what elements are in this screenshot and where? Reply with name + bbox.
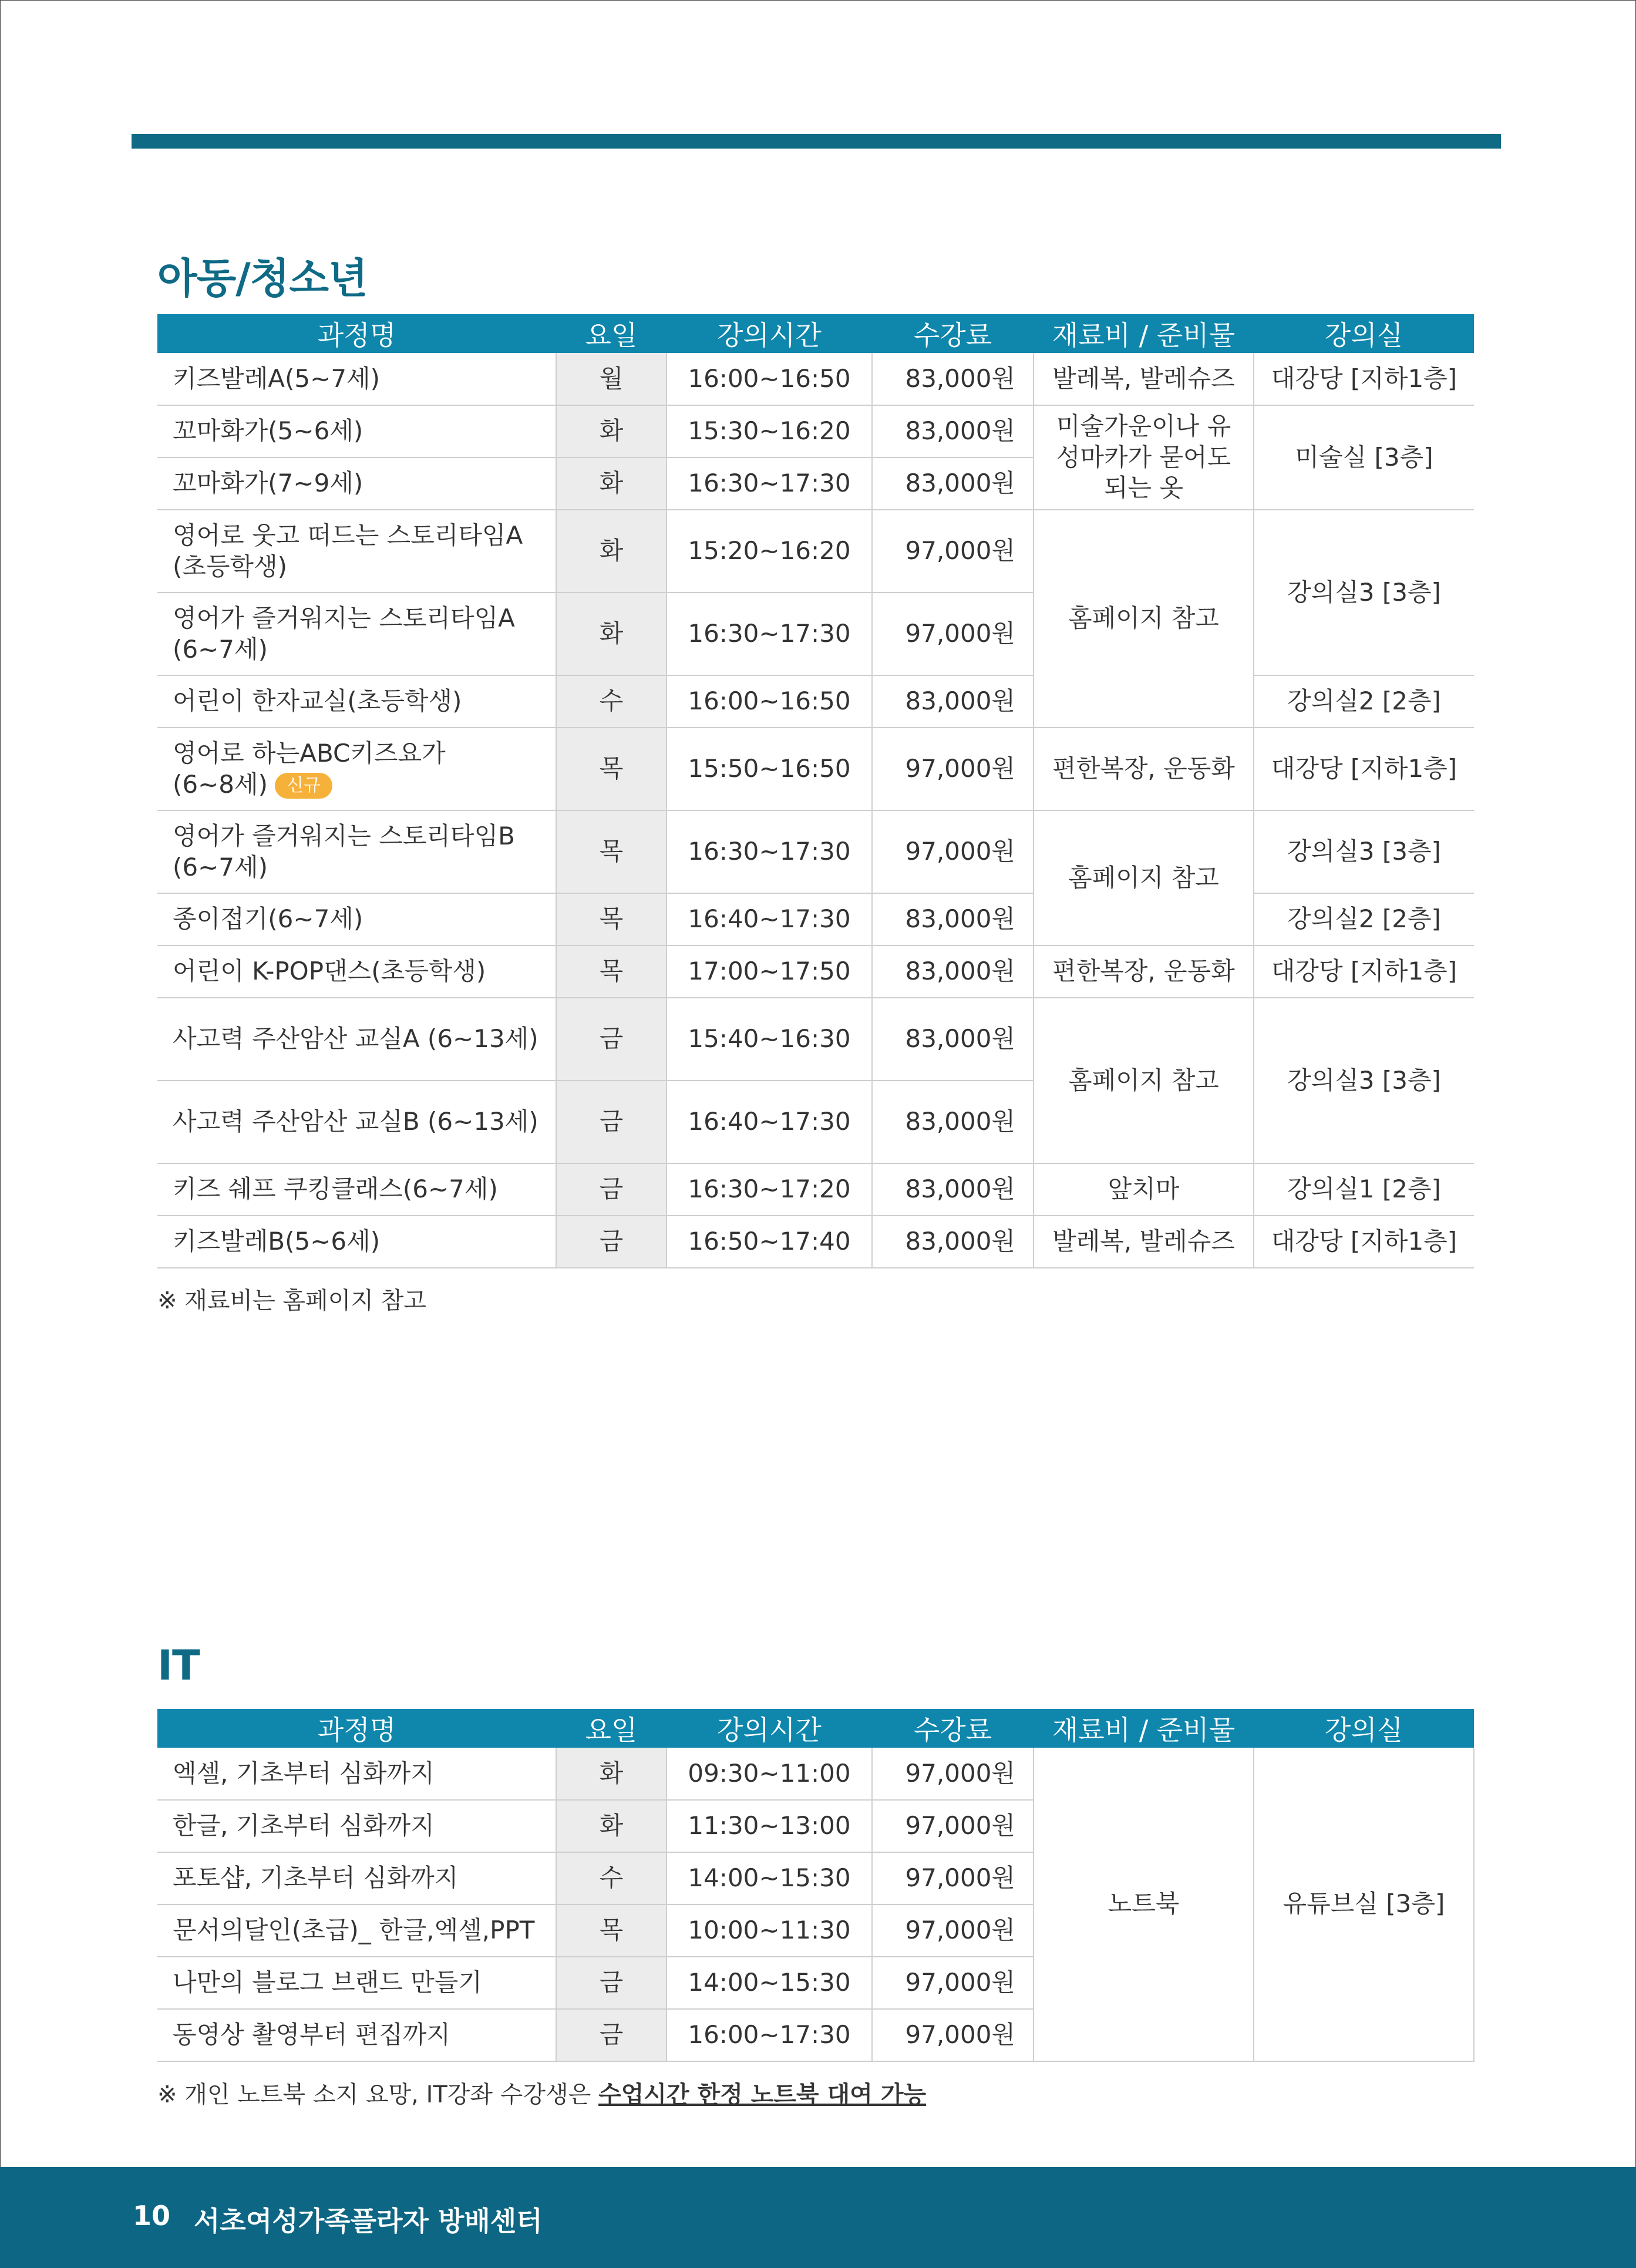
course-time: 16:30~17:30 [666, 810, 872, 893]
table-row [157, 998, 1474, 1081]
course-name: 엑셀, 기초부터 심화까지 [157, 1748, 556, 1800]
col-header-fee: 수강료 [872, 1709, 1034, 1748]
course-room: 강의실2 [2층] [1254, 675, 1474, 728]
course-name: 키즈 쉐프 쿠킹클래스(6~7세) [157, 1163, 556, 1216]
course-name: 한글, 기초부터 심화까지 [157, 1800, 556, 1852]
course-day: 월 [556, 353, 666, 405]
course-materials: 홈페이지 참고 [1034, 510, 1254, 728]
course-day: 목 [556, 945, 666, 998]
course-fee: 97,000원 [872, 510, 1034, 593]
course-name-line1: 영어로 하는ABC키즈요가 [173, 739, 446, 768]
course-room: 미술실 [3층] [1254, 405, 1474, 510]
course-materials: 홈페이지 참고 [1034, 998, 1254, 1163]
course-name: 어린이 K-POP댄스(초등학생) [157, 945, 556, 998]
course-fee: 97,000원 [872, 593, 1034, 675]
course-time: 10:00~11:30 [666, 1904, 872, 1957]
col-header-materials: 재료비 / 준비물 [1034, 314, 1254, 353]
course-fee: 97,000원 [872, 1748, 1034, 1800]
course-fee: 83,000원 [872, 405, 1034, 457]
course-day: 목 [556, 810, 666, 893]
table-row [157, 353, 1474, 405]
course-time: 16:30~17:30 [666, 457, 872, 510]
col-header-fee: 수강료 [872, 314, 1034, 353]
course-fee: 83,000원 [872, 675, 1034, 728]
col-header-time: 강의시간 [666, 1709, 872, 1748]
course-name: 어린이 한자교실(초등학생) [157, 675, 556, 728]
course-materials: 노트북 [1034, 1748, 1254, 2061]
course-materials: 발레복, 발레슈즈 [1034, 353, 1254, 405]
course-name: 꼬마화가(5~6세) [157, 405, 556, 457]
course-time: 09:30~11:00 [666, 1748, 872, 1800]
course-day: 수 [556, 675, 666, 728]
course-fee: 83,000원 [872, 353, 1034, 405]
course-fee: 83,000원 [872, 1081, 1034, 1163]
course-fee: 97,000원 [872, 1904, 1034, 1957]
course-room: 강의실3 [3층] [1254, 810, 1474, 893]
course-day: 금 [556, 1957, 666, 2009]
col-header-day: 요일 [556, 314, 666, 353]
course-fee: 97,000원 [872, 1852, 1034, 1904]
course-name [157, 728, 556, 810]
table-row [157, 728, 1474, 810]
col-header-course: 과정명 [157, 1709, 556, 1748]
col-header-materials: 재료비 / 준비물 [1034, 1709, 1254, 1748]
course-day: 화 [556, 1748, 666, 1800]
table-row [157, 1216, 1474, 1268]
table-row [157, 1748, 1474, 1800]
table-row [157, 893, 1474, 945]
course-time: 16:00~17:30 [666, 2009, 872, 2061]
col-header-room: 강의실 [1254, 314, 1474, 353]
it-note-emphasis: 수업시간 한정 노트북 대여 가능 [598, 2081, 927, 2108]
course-name: 영어가 즐거워지는 스토리타임A (6~7세) [157, 593, 556, 675]
course-name: 영어가 즐거워지는 스토리타임B (6~7세) [157, 810, 556, 893]
new-badge: 신규 [275, 773, 332, 799]
course-fee: 83,000원 [872, 998, 1034, 1081]
course-materials: 편한복장, 운동화 [1034, 945, 1254, 998]
course-materials: 발레복, 발레슈즈 [1034, 1216, 1254, 1268]
course-time: 16:00~16:50 [666, 353, 872, 405]
course-room: 강의실1 [2층] [1254, 1163, 1474, 1216]
course-time: 17:00~17:50 [666, 945, 872, 998]
course-name: 문서의달인(초급)_ 한글,엑셀,PPT [157, 1904, 556, 1957]
course-time: 16:40~17:30 [666, 893, 872, 945]
course-fee: 97,000원 [872, 728, 1034, 810]
course-day: 화 [556, 457, 666, 510]
footer-org-name: 서초여성가족플라자 방배센터 [194, 2205, 543, 2237]
table-header-row [157, 1709, 1474, 1748]
course-name: 사고력 주산암산 교실B (6~13세) [157, 1081, 556, 1163]
course-day: 금 [556, 2009, 666, 2061]
course-name: 포토샵, 기초부터 심화까지 [157, 1852, 556, 1904]
course-fee: 97,000원 [872, 1800, 1034, 1852]
course-day: 화 [556, 510, 666, 593]
col-header-course: 과정명 [157, 314, 556, 353]
course-time: 16:40~17:30 [666, 1081, 872, 1163]
course-day: 목 [556, 1904, 666, 1957]
course-name: 꼬마화가(7~9세) [157, 457, 556, 510]
course-fee: 83,000원 [872, 457, 1034, 510]
course-time: 14:00~15:30 [666, 1957, 872, 2009]
course-time: 16:30~17:30 [666, 593, 872, 675]
course-fee: 83,000원 [872, 1216, 1034, 1268]
course-time: 11:30~13:00 [666, 1800, 872, 1852]
kids-course-table [157, 314, 1474, 1268]
course-day: 화 [556, 593, 666, 675]
course-day: 금 [556, 1163, 666, 1216]
course-time: 15:40~16:30 [666, 998, 872, 1081]
table-row [157, 945, 1474, 998]
table-row [157, 510, 1474, 593]
it-note [157, 2076, 926, 2109]
top-accent-bar [132, 134, 1501, 149]
course-day: 수 [556, 1852, 666, 1904]
course-name: 영어로 웃고 떠드는 스토리타임A (초등학생) [157, 510, 556, 593]
course-time: 14:00~15:30 [666, 1852, 872, 1904]
course-day: 목 [556, 893, 666, 945]
col-header-room: 강의실 [1254, 1709, 1474, 1748]
it-course-table [157, 1709, 1475, 2062]
course-name: 키즈발레A(5~7세) [157, 353, 556, 405]
course-room: 대강당 [지하1층] [1254, 945, 1474, 998]
section-title-it: IT [157, 1641, 200, 1690]
course-room: 대강당 [지하1층] [1254, 728, 1474, 810]
course-day: 금 [556, 1216, 666, 1268]
course-name: 나만의 블로그 브랜드 만들기 [157, 1957, 556, 2009]
course-time: 16:50~17:40 [666, 1216, 872, 1268]
course-day: 금 [556, 998, 666, 1081]
course-name: 종이접기(6~7세) [157, 893, 556, 945]
course-fee: 97,000원 [872, 2009, 1034, 2061]
table-row [157, 810, 1474, 893]
course-day: 화 [556, 1800, 666, 1852]
course-fee: 83,000원 [872, 945, 1034, 998]
course-room: 대강당 [지하1층] [1254, 353, 1474, 405]
course-time: 15:20~16:20 [666, 510, 872, 593]
course-time: 15:30~16:20 [666, 405, 872, 457]
course-fee: 83,000원 [872, 893, 1034, 945]
kids-note: ※ 재료비는 홈페이지 참고 [157, 1287, 427, 1314]
course-materials: 편한복장, 운동화 [1034, 728, 1254, 810]
course-name-line2: (6~8세) [173, 769, 268, 799]
course-room: 대강당 [지하1층] [1254, 1216, 1474, 1268]
course-time: 16:00~16:50 [666, 675, 872, 728]
course-room: 강의실3 [3층] [1254, 510, 1474, 675]
col-header-time: 강의시간 [666, 314, 872, 353]
table-row [157, 1163, 1474, 1216]
page-number: 10 [133, 2200, 171, 2232]
table-header-row [157, 314, 1474, 353]
course-time: 15:50~16:50 [666, 728, 872, 810]
page-footer [0, 2167, 1636, 2268]
course-time: 16:30~17:20 [666, 1163, 872, 1216]
course-room: 강의실2 [2층] [1254, 893, 1474, 945]
course-fee: 83,000원 [872, 1163, 1034, 1216]
course-room: 유튜브실 [3층] [1254, 1748, 1474, 2061]
course-name: 사고력 주산암산 교실A (6~13세) [157, 998, 556, 1081]
course-day: 목 [556, 728, 666, 810]
course-name: 키즈발레B(5~6세) [157, 1216, 556, 1268]
course-fee: 97,000원 [872, 1957, 1034, 2009]
course-day: 화 [556, 405, 666, 457]
col-header-day: 요일 [556, 1709, 666, 1748]
section-title-kids: 아동/청소년 [157, 254, 368, 302]
it-note-text: ※ 개인 노트북 소지 요망, IT강좌 수강생은 [157, 2081, 599, 2108]
course-name: 동영상 촬영부터 편집까지 [157, 2009, 556, 2061]
course-day: 금 [556, 1081, 666, 1163]
table-row [157, 675, 1474, 728]
course-room: 강의실3 [3층] [1254, 998, 1474, 1163]
table-row [157, 405, 1474, 457]
course-fee: 97,000원 [872, 810, 1034, 893]
course-materials: 홈페이지 참고 [1034, 810, 1254, 945]
course-materials: 앞치마 [1034, 1163, 1254, 1216]
course-materials: 미술가운이나 유성마카가 묻어도 되는 옷 [1034, 405, 1254, 510]
